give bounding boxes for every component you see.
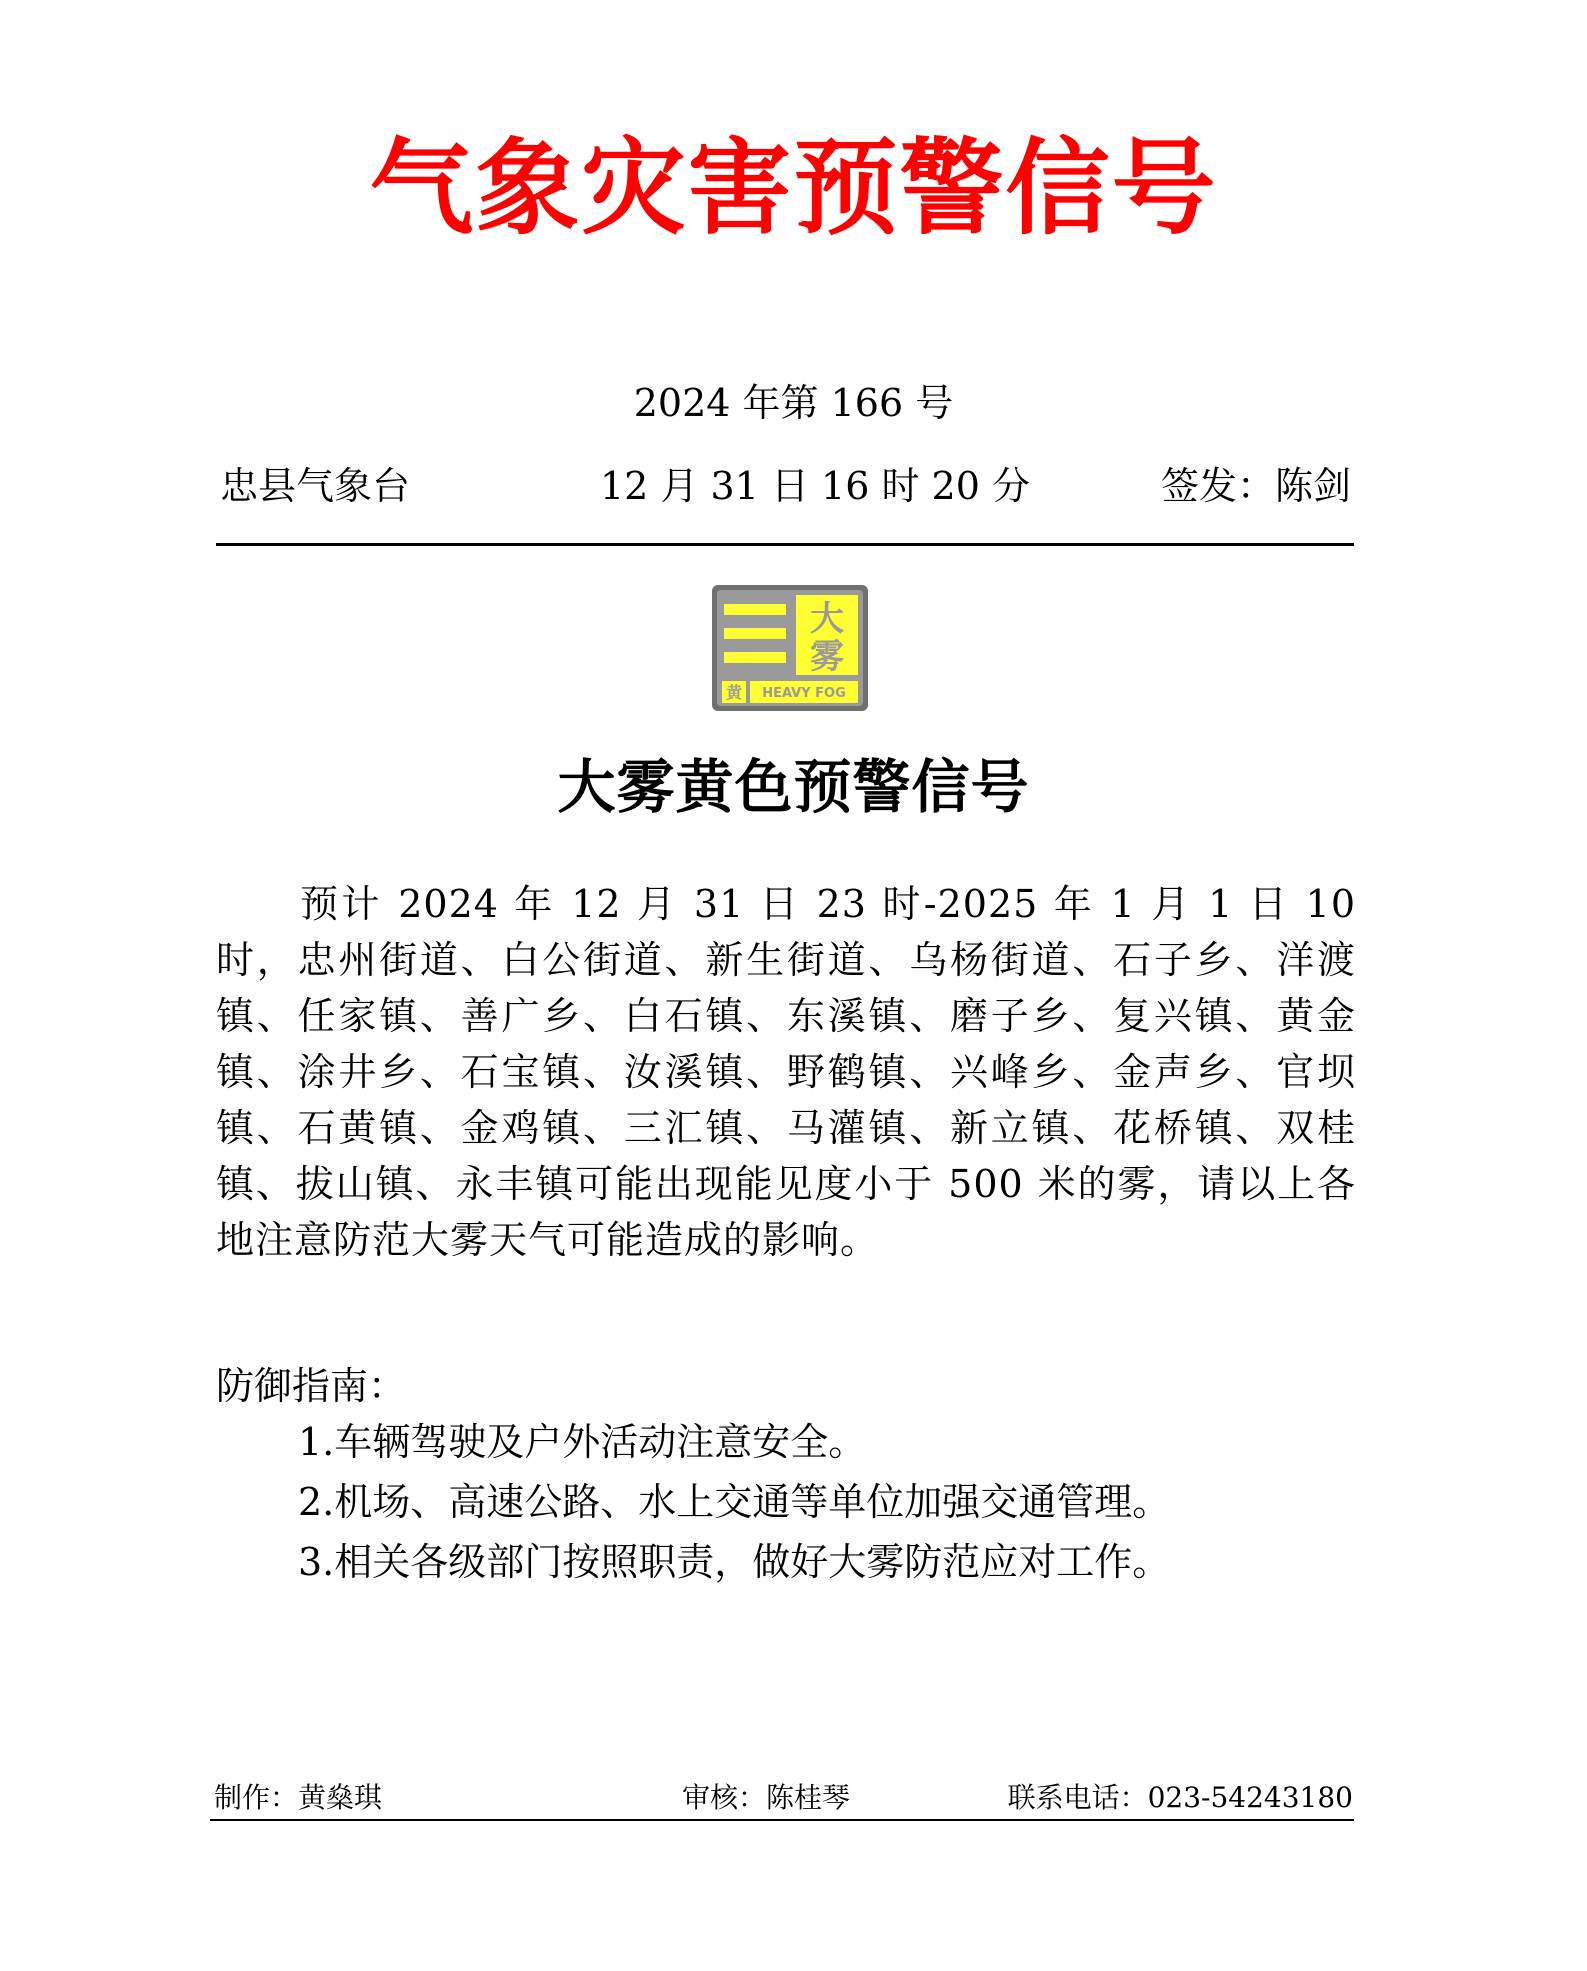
guide-item: 2.机场、高速公路、水上交通等单位加强交通管理。 [298,1480,1171,1524]
heavy-fog-yellow-warning-icon [712,585,868,711]
footer-reviewer: 审核：陈桂琴 [682,1781,851,1814]
footer-divider [210,1819,1354,1821]
signal-icon-label-en: HEAVY FOG [762,686,846,701]
defense-guide-heading: 防御指南： [216,1364,407,1408]
signal-icon-char-top: 大 [810,599,844,639]
signal-icon-small-char: 黄 [725,683,743,702]
issue-datetime: 12 月 31 日 16 时 20 分 [600,464,1030,508]
warning-title: 大雾黄色预警信号 [557,753,1030,821]
defense-guide-list [298,1412,1170,1592]
footer-producer: 制作：黄燊琪 [214,1781,383,1814]
signer: 签发：陈剑 [1160,464,1351,508]
issue-number: 2024 年第 166 号 [633,381,954,425]
guide-item: 3.相关各级部门按照职责，做好大雾防范应对工作。 [298,1540,1171,1584]
document-title: 气象灾害预警信号 [369,126,1218,249]
signal-icon-char-bottom: 雾 [810,637,844,677]
footer-phone: 联系电话：023-54243180 [1007,1781,1353,1814]
guide-item: 1.车辆驾驶及户外活动注意安全。 [298,1420,867,1464]
warning-body: 预计 2024 年 12 月 31 日 23 时-2025 年 1 月 1 日 10 时，忠州街道、白公街道、新生街道、乌杨街道、石子乡、洋渡镇、任家镇、善广乡、白石镇、东溪镇、磨子乡、复兴镇、黄金镇、涂井乡、石宝镇、汝溪镇、野鹤镇、兴峰乡、金声乡、官坝镇、石黄镇、金鸡镇、三汇镇、马灌镇、新立镇、花桥镇、双桂镇、拔山镇、永丰镇可能出现能见度小于 500 米的雾，请以上各地注意防范大雾天气可能造成的影响。 [216,882,1356,1262]
issuer-name: 忠县气象台 [220,464,411,508]
header-divider [216,543,1354,546]
